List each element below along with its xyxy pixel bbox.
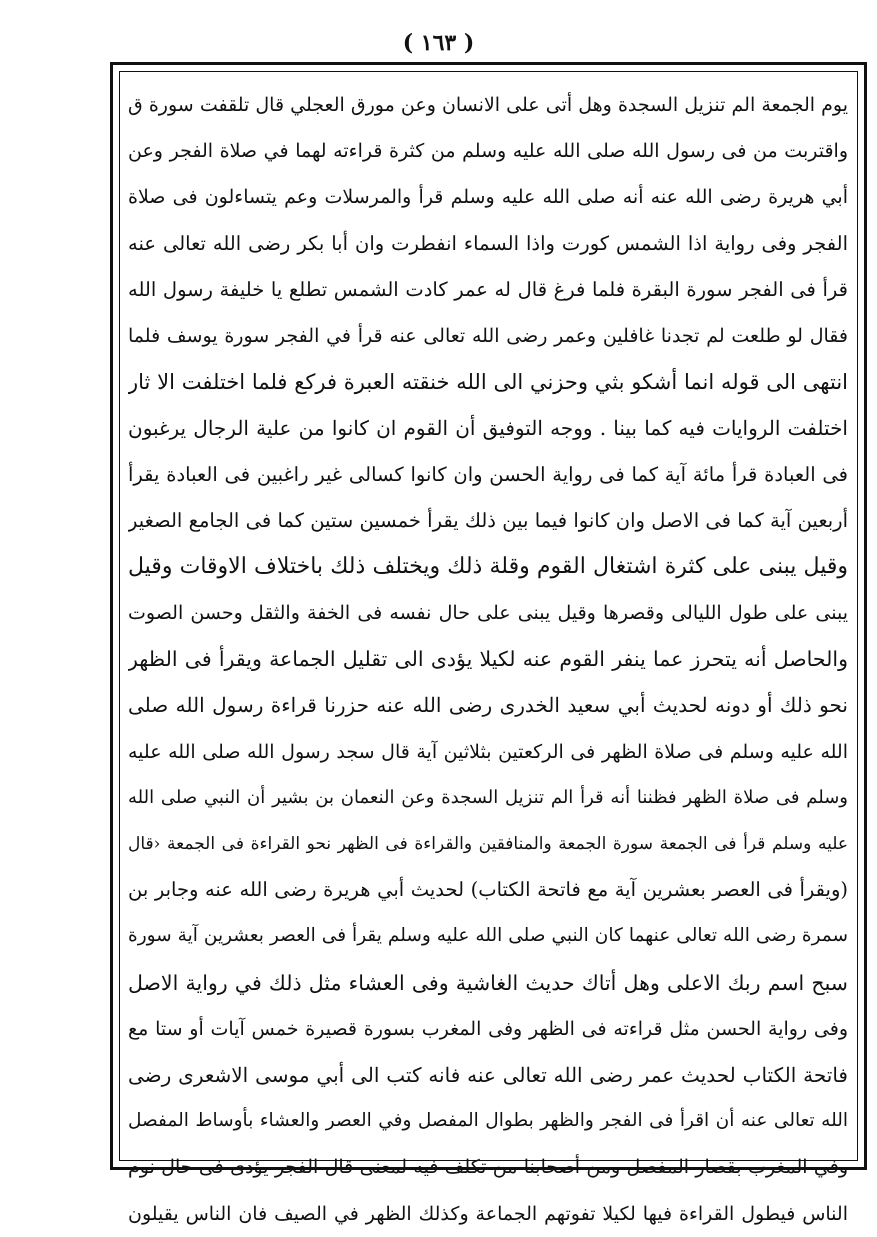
text-line: نحو ذلك أو دونه لحديث أبي سعيد الخدرى رضى الله عنه حزرنا قراءة رسول الله صلى [128, 693, 848, 718]
text-line: وسلم فى صلاة الظهر فظننا أنه قرأ الم تنزيل السجدة وعن النعمان بن بشير أن النبي صلى الله [128, 786, 848, 808]
text-line: الله تعالى عنه أن اقرأ فى الفجر والظهر بطوال المفصل وفي العصر والعشاء بأوساط المفصل [128, 1110, 848, 1132]
text-line: قرأ فى الفجر سورة البقرة فلما فرغ قال له عمر كادت الشمس تطلع يا خليفة رسول الله [128, 277, 848, 301]
text-line: سبح اسم ربك الاعلى وهل أتاك حديث الغاشية وفى العشاء مثل ذلك في رواية الاصل [128, 970, 848, 995]
text-line: وفى رواية الحسن مثل قراءته فى الظهر وفى المغرب بسورة قصيرة خمس آيات أو ستا مع [128, 1017, 848, 1040]
text-line: أبي هريرة رضى الله عنه أنه صلى الله عليه وسلم قرأ والمرسلات وعم يتساءلون فى صلاة [128, 186, 848, 209]
text-line: عليه وسلم قرأ فى الجمعة سورة الجمعة والمنافقين والقراءة فى الظهر نحو القراءة فى الجمعة ‹قال [128, 834, 848, 854]
text-line: وقيل يبنى على كثرة اشتغال القوم وقلة ذلك ويختلف ذلك باختلاف الاوقات وقيل [128, 553, 848, 579]
text-line: سمرة رضى الله تعالى عنهما كان النبي صلى الله عليه وسلم يقرأ فى العصر بعشرين آية سورة [128, 925, 848, 947]
text-body [128, 82, 848, 1237]
text-line: فاتحة الكتاب لحديث عمر رضى الله تعالى عنه فانه كتب الى أبي موسى الاشعرى رضى [128, 1062, 848, 1087]
text-line: انتهى الى قوله انما أشكو بثي وحزني الى الله خنقته العبرة فركع فلما اختلفت الا ثار [128, 370, 848, 395]
text-line: والحاصل أنه يتحرز عما ينفر القوم عنه لكيلا يؤدى الى تقليل الجماعة ويقرأ فى الظهر [128, 647, 848, 672]
text-line: يبنى على طول الليالى وقصرها وقيل يبنى على حال نفسه فى الخفة والثقل وحسن الصوت [128, 602, 848, 625]
text-line: وفي المغرب بقصار المفصل ومن أصحابنا من تكلف فيه لمعنى قال الفجر يؤدى فى حال نوم [128, 1156, 848, 1179]
text-line: الفجر وفى رواية اذا الشمس كورت واذا السماء انفطرت وان أبا بكر رضى الله تعالى عنه [128, 231, 848, 255]
text-line: فى العبادة قرأ مائة آية كما فى رواية الحسن وان كانوا كسالى غير راغبين فى العبادة يقرأ [128, 462, 848, 486]
text-line: الله عليه وسلم فى صلاة الظهر فى الركعتين بثلاثين آية قال سجد رسول الله صلى الله عليه [128, 740, 848, 763]
page-number: ( ١٦٣ ) [402, 30, 475, 56]
text-line: الناس فيطول القراءة فيها لكيلا تفوتهم الجماعة وكذلك الظهر في الصيف فان الناس يقيلون [128, 1202, 848, 1225]
text-line: فقال لو طلعت لم تجدنا غافلين وعمر رضى الله تعالى عنه قرأ في الفجر سورة يوسف فلما [128, 324, 848, 347]
text-line: واقتربت من فى رسول الله صلى الله عليه وسلم من كثرة قراءته لهما في صلاة الفجر وعن [128, 140, 848, 163]
text-line: يوم الجمعة الم تنزيل السجدة وهل أتى على الانسان وعن مورق العجلي قال تلقفت سورة ق [128, 94, 848, 116]
text-line: أربعين آية كما فى الاصل وان كانوا فيما بين ذلك يقرأ خمسين ستين كما فى الجامع الصغير [128, 508, 848, 532]
text-line: اختلفت الروايات فيه كما بينا . ووجه التوفيق أن القوم ان كانوا من علية الرجال يرغبون [128, 416, 848, 441]
text-line: (ويقرأ فى العصر بعشرين آية مع فاتحة الكتاب) لحديث أبي هريرة رضى الله عنه وجابر بن [128, 878, 848, 902]
